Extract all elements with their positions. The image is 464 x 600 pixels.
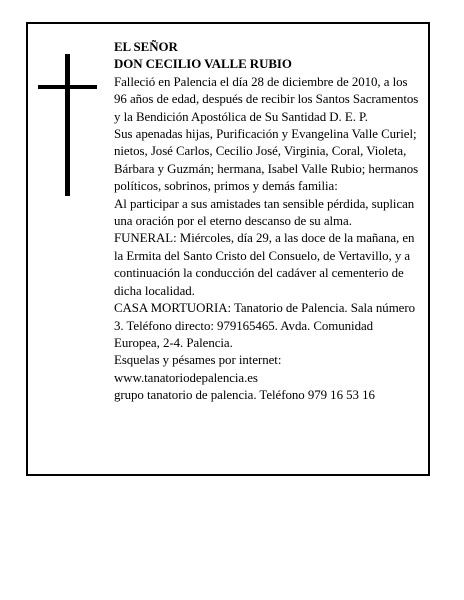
obituary-title-line1: EL SEÑOR <box>114 40 178 54</box>
prayer-request: Al participar a sus amistades tan sensible pérdida, suplican una oración por el eterno descanso de su alma. <box>114 196 415 229</box>
funeral-home-info: CASA MORTUORIA: Tanatorio de Palencia. Sala número 3. Teléfono directo: 979165465. Avda. Comunidad Europea, 2-4. Palencia. <box>114 301 415 350</box>
obituary-text <box>114 39 420 405</box>
website-link[interactable]: www.tanatoriodepalencia.es <box>114 370 258 385</box>
cross-horizontal-bar <box>38 85 97 89</box>
internet-condolences-label: Esquelas y pésames por internet: <box>114 353 282 368</box>
funeral-info: FUNERAL: Miércoles, día 29, a las doce de la mañana, en la Ermita del Santo Cristo del Consuelo, de Vertavillo, y a continuación la conducción del cadáver al cementerio de dicha localidad. <box>114 231 415 298</box>
death-announcement: Falleció en Palencia el día 28 de diciembre de 2010, a los 96 años de edad, después de recibir los Santos Sacramentos y la Bendición Apostólica de Su Santidad D. E. P. <box>114 74 419 124</box>
cross-vertical-bar <box>65 54 70 196</box>
funeral-group-phone: grupo tanatorio de palencia. Teléfono 979 16 53 16 <box>114 388 375 403</box>
family-list: Sus apenadas hijas, Purificación y Evangelina Valle Curiel; nietos, José Carlos, Cecilio José, Virginia, Coral, Violeta, Bárbara y Guzmán; hermana, Isabel Valle Rubio; hermanos políticos, sobrinos, primos y demás familia: <box>114 127 419 194</box>
obituary-title-name: DON CECILIO VALLE RUBIO <box>114 57 292 72</box>
